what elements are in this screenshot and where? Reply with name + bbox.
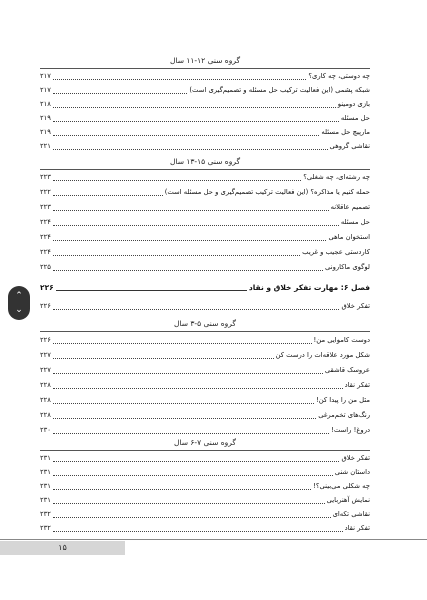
dot-leader xyxy=(53,397,314,404)
entry-title: نمایش آهنربایی xyxy=(326,496,370,504)
entry-page: ۲۱۹ xyxy=(40,128,51,136)
dot-leader xyxy=(53,352,274,359)
section-heading: گروه سنی ۷-۶ سال xyxy=(173,438,236,447)
dot-leader xyxy=(53,129,319,136)
entry-page: ۲۲۷ xyxy=(40,351,51,359)
entry-title: تفکر نقاد xyxy=(344,524,370,532)
toc-entry[interactable] xyxy=(40,409,370,421)
entry-title: مارپیچ حل مسئله xyxy=(321,128,370,136)
entry-page: ۲۱۷ xyxy=(40,72,51,80)
page-scroll-control[interactable] xyxy=(8,286,30,320)
toc-entry[interactable] xyxy=(40,186,370,198)
entry-title: استخوان ماهی xyxy=(328,233,370,241)
entry-page: ۲۲۲ xyxy=(40,188,51,196)
entry-page: ۲۳۱ xyxy=(40,496,51,504)
dot-leader xyxy=(53,469,333,476)
entry-title: چه رشته‌ای، چه شغلی؟ xyxy=(303,173,370,181)
dot-leader xyxy=(53,87,187,94)
dot-leader xyxy=(53,337,312,344)
dot-leader xyxy=(53,234,327,241)
section-rule xyxy=(40,450,370,451)
chapter-page: ۲۲۶ xyxy=(40,282,54,292)
dot-leader xyxy=(53,367,323,374)
toc-entry[interactable] xyxy=(40,216,370,228)
dot-leader xyxy=(53,525,343,532)
entry-page: ۲۲۸ xyxy=(40,396,51,404)
toc-entry[interactable] xyxy=(40,246,370,258)
toc-entry[interactable] xyxy=(40,126,370,138)
entry-title: دروغ! راست! xyxy=(331,426,370,434)
toc-entry[interactable] xyxy=(40,364,370,376)
dot-leader xyxy=(53,303,340,310)
dot-leader xyxy=(53,497,325,504)
entry-title: حل مسئله xyxy=(340,218,370,226)
entry-page: ۲۲۶ xyxy=(40,336,51,344)
dot-leader xyxy=(53,427,329,434)
dot-leader xyxy=(53,219,339,226)
dot-leader xyxy=(53,73,306,80)
entry-page: ۲۲۴ xyxy=(40,233,51,241)
chapter-leader xyxy=(56,284,247,291)
toc-entry[interactable] xyxy=(40,349,370,361)
dot-leader xyxy=(53,101,336,108)
entry-title: داستان شنی xyxy=(334,468,370,476)
entry-title: کاردستی عجیب و غریب xyxy=(302,248,370,256)
entry-title: شکل مورد علاقه‌ات را درست کن xyxy=(275,351,370,359)
entry-page: ۲۲۸ xyxy=(40,381,51,389)
toc-entry[interactable] xyxy=(40,494,370,506)
entry-title: مثل من را پیدا کن! xyxy=(315,396,370,404)
entry-page: ۲۲۴ xyxy=(40,248,51,256)
dot-leader xyxy=(53,174,301,181)
toc-entry[interactable] xyxy=(40,394,370,406)
toc-entry[interactable] xyxy=(40,452,370,464)
entry-title: حل مسئله xyxy=(340,114,370,122)
chevron-down-icon[interactable]: ⌄ xyxy=(15,305,23,315)
section-heading: گروه سنی ۵-۳ سال xyxy=(173,319,236,328)
toc-entry[interactable] xyxy=(40,112,370,124)
dot-leader xyxy=(53,382,343,389)
entry-title: لوگوی ماکارونی xyxy=(325,263,370,271)
toc-entry[interactable] xyxy=(40,84,370,96)
toc-entry[interactable] xyxy=(40,466,370,478)
dot-leader xyxy=(53,264,323,271)
section-rule xyxy=(40,169,370,170)
dot-leader xyxy=(53,483,311,490)
toc-entry[interactable] xyxy=(40,201,370,213)
chapter-title: فصل ۶: مهارت تفکر خلاق و نقاد xyxy=(248,282,370,292)
entry-title: نقاشی گروهی xyxy=(329,142,370,150)
entry-title: دوست کاموایی من! xyxy=(313,336,370,344)
entry-page: ۲۳۱ xyxy=(40,482,51,490)
entry-page: ۲۳۱ xyxy=(40,454,51,462)
toc-entry[interactable] xyxy=(40,480,370,492)
section-rule xyxy=(40,331,370,332)
entry-title: شبکه پشمی (این فعالیت ترکیب حل مسئله و تصمیم‌گیری است) xyxy=(189,86,370,94)
dot-leader xyxy=(53,143,328,150)
entry-page: ۲۱۷ xyxy=(40,86,51,94)
entry-title: تفکر خلاق xyxy=(341,302,370,310)
page-number: ۱۵ xyxy=(58,543,67,552)
entry-title: تصمیم عاقلانه xyxy=(330,203,370,211)
entry-title: چه شکلی می‌بینی؟! xyxy=(313,482,370,490)
entry-page: ۲۳۰ xyxy=(40,426,51,434)
toc-entry[interactable] xyxy=(40,261,370,273)
entry-page: ۲۲۶ xyxy=(40,302,51,310)
entry-title: تفکر نقاد xyxy=(344,381,370,389)
section-heading: گروه سنی ۱۵-۱۳ سال xyxy=(169,157,241,166)
entry-page: ۲۲۳ xyxy=(40,173,51,181)
dot-leader xyxy=(53,204,329,211)
toc-entry[interactable] xyxy=(40,70,370,82)
toc-entry[interactable] xyxy=(40,424,370,436)
dot-leader xyxy=(53,412,316,419)
dot-leader xyxy=(53,249,300,256)
dot-leader xyxy=(53,189,163,196)
entry-page: ۲۲۳ xyxy=(40,203,51,211)
entry-page: ۲۳۲ xyxy=(40,510,51,518)
entry-page: ۲۲۵ xyxy=(40,263,51,271)
footer-rule xyxy=(0,539,427,540)
toc-entry[interactable] xyxy=(40,522,370,534)
entry-title: نقاشی تکه‌ای xyxy=(332,510,370,518)
toc-entry[interactable] xyxy=(40,334,370,346)
entry-title: عروسک قاشقی xyxy=(324,366,370,374)
entry-page: ۲۳۲ xyxy=(40,524,51,532)
toc-entry[interactable] xyxy=(40,300,370,312)
entry-page: ۲۲۱ xyxy=(40,142,51,150)
chevron-up-icon[interactable]: ⌃ xyxy=(15,291,23,301)
section-heading: گروه سنی ۱۲-۱۱ سال xyxy=(169,56,241,65)
entry-page: ۲۱۸ xyxy=(40,100,51,108)
entry-title: بازی دومینو xyxy=(337,100,370,108)
dot-leader xyxy=(53,115,339,122)
entry-title: رنگ‌های تخم‌مرغی xyxy=(318,411,370,419)
entry-page: ۲۱۹ xyxy=(40,114,51,122)
entry-title: تفکر خلاق xyxy=(341,454,370,462)
dot-leader xyxy=(53,455,340,462)
entry-page: ۲۲۸ xyxy=(40,411,51,419)
entry-title: چه دوستی، چه کاری؟ xyxy=(308,72,370,80)
toc-entry[interactable] xyxy=(40,98,370,110)
chapter-entry[interactable] xyxy=(40,281,370,293)
toc-entry[interactable] xyxy=(40,140,370,152)
toc-entry[interactable] xyxy=(40,231,370,243)
entry-title: حمله کنیم یا مذاکره؟ (این فعالیت ترکیب تصمیم‌گیری و حل مسئله است) xyxy=(164,188,370,196)
entry-page: ۲۳۱ xyxy=(40,468,51,476)
entry-page: ۲۲۷ xyxy=(40,366,51,374)
toc-entry[interactable] xyxy=(40,508,370,520)
toc-entry[interactable] xyxy=(40,379,370,391)
dot-leader xyxy=(53,511,331,518)
entry-page: ۲۲۴ xyxy=(40,218,51,226)
section-rule xyxy=(40,68,370,69)
toc-entry[interactable] xyxy=(40,171,370,183)
